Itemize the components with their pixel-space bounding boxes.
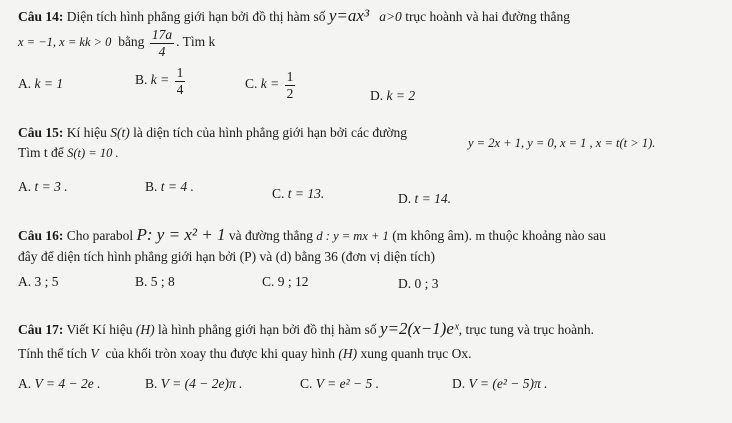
q14-fraction — [150, 28, 174, 58]
q17-option-d-value: V = (e² − 5)π . — [468, 376, 548, 391]
q15-option-c-label: C. — [272, 186, 285, 201]
q17-option-b-value: V = (4 − 2e)π . — [160, 376, 243, 391]
q16-m: m — [475, 229, 486, 243]
q17-text-c2: xung quanh trục Ox. — [360, 346, 472, 361]
q15-option-c[interactable] — [272, 186, 324, 202]
q14-option-c-fraction — [285, 70, 296, 100]
q14-text-a: Diện tích hình phẳng giới hạn bởi đồ thị hàm số — [66, 9, 326, 24]
q15-text-b: là diện tích của hình phẳng giới hạn bởi các đường — [133, 125, 408, 140]
q15-line2 — [18, 145, 119, 161]
q14-option-a-label: A. — [18, 76, 32, 91]
q15-option-b-value: t = 4 . — [160, 179, 194, 194]
q17-v: V — [90, 346, 99, 361]
q14-option-b-den: 4 — [176, 81, 184, 97]
q17-option-a[interactable] — [18, 376, 100, 392]
q17-line1 — [18, 319, 594, 339]
q16-option-d[interactable]: D. 0 ; 3 — [398, 276, 439, 291]
q15-option-d-label: D. — [398, 191, 412, 206]
q17-text-calc: Tính thể tích — [18, 346, 87, 361]
q17-text-a: Viết Kí hiệu — [66, 322, 133, 337]
q17-option-b-label: B. — [145, 376, 158, 391]
q14-option-b-num: 1 — [176, 65, 184, 80]
q14-text-bang: bằng — [118, 34, 145, 50]
q17-line2 — [18, 346, 472, 362]
q15-curves: y = 2x + 1, y = 0, x = 1 , x = t(t > 1). — [468, 136, 656, 150]
q17-text-c: , trục tung và trục hoành. — [458, 322, 595, 337]
q14-option-c-label: C. — [245, 76, 258, 92]
q16-text-a: Cho parabol — [66, 228, 134, 243]
q14-frac-num: 17a — [151, 27, 173, 42]
q15-label: Câu 15: — [18, 125, 64, 140]
q15-option-a[interactable] — [18, 179, 68, 195]
q17-option-d-label: D. — [452, 376, 466, 391]
q16-parabola: P: y = x² + 1 — [136, 225, 226, 244]
q14-option-c-pre: k = — [260, 76, 280, 92]
q15-text-a: Kí hiệu — [66, 125, 107, 140]
q14-option-b[interactable] — [135, 66, 187, 96]
q15-option-a-value: t = 3 . — [34, 179, 68, 194]
q16-line2: đây để diện tích hình phẳng giới hạn bởi (P) và (d) bằng 36 (đơn vị diện tích) — [18, 249, 435, 264]
q17-h2: (H) — [338, 346, 358, 361]
q17-option-c-label: C. — [300, 376, 313, 391]
q16-line1 — [18, 225, 606, 245]
q16-option-a[interactable]: A. 3 ; 5 — [18, 274, 59, 289]
q14-bounds: x = −1, x = kk > 0 — [18, 35, 112, 50]
q14-condition: a>0 — [379, 9, 402, 24]
q15-option-b[interactable] — [145, 179, 194, 195]
q16-text-b: và đường thẳng — [228, 228, 314, 243]
q17-function: y=2(x−1)eˣ — [379, 319, 459, 338]
q17-text-b2: của khối tròn xoay thu được khi quay hình — [105, 346, 336, 361]
q16-label: Câu 16: — [18, 228, 64, 243]
q14-option-c-num: 1 — [286, 69, 294, 84]
q15-option-d[interactable] — [398, 191, 451, 207]
q14-option-c-den: 2 — [286, 85, 294, 101]
q16-text-c: (m không âm). — [392, 228, 473, 243]
q15-option-c-value: t = 13. — [287, 186, 325, 201]
q14-option-d-label: D. — [370, 88, 384, 103]
q14-line1 — [18, 6, 570, 26]
q15-s: S(t) — [110, 125, 130, 140]
q15-text-find: Tìm t để — [18, 145, 64, 160]
q16-option-c[interactable]: C. 9 ; 12 — [262, 274, 309, 289]
q14-option-d[interactable] — [370, 88, 415, 104]
q16-text-d: thuộc khoảng nào sau — [488, 228, 606, 243]
q14-option-a-value: k = 1 — [34, 76, 64, 91]
q17-text-b: là hình phẳng giới hạn bởi đồ thị hàm số — [157, 322, 377, 337]
q14-text-b: trục hoành và hai đường thẳng — [405, 9, 570, 24]
q16-line-d: d : y = mx + 1 — [316, 229, 389, 243]
q14-function: y=ax³ — [328, 6, 370, 25]
q17-option-c-value: V = e² − 5 . — [315, 376, 380, 391]
q17-label: Câu 17: — [18, 322, 64, 337]
q17-h: (H) — [135, 322, 155, 337]
q14-label: Câu 14: — [18, 9, 64, 24]
q14-option-b-label: B. — [135, 72, 148, 88]
q17-option-d[interactable] — [452, 376, 548, 392]
q14-option-b-fraction — [175, 66, 186, 96]
q15-option-b-label: B. — [145, 179, 158, 194]
q14-frac-den: 4 — [158, 43, 166, 59]
q14-option-b-pre: k = — [150, 72, 170, 88]
q17-option-b[interactable] — [145, 376, 242, 392]
q14-option-c[interactable] — [245, 70, 297, 100]
q14-line2 — [18, 28, 215, 58]
q17-option-a-label: A. — [18, 376, 32, 391]
q14-option-a[interactable] — [18, 76, 63, 92]
q17-option-a-value: V = 4 − 2e . — [34, 376, 101, 391]
q15-option-a-label: A. — [18, 179, 32, 194]
q14-option-d-value: k = 2 — [386, 88, 416, 103]
q16-option-b[interactable]: B. 5 ; 8 — [135, 274, 175, 289]
q17-option-c[interactable] — [300, 376, 379, 392]
q15-line1 — [18, 125, 407, 141]
q15-equation: S(t) = 10 . — [67, 146, 119, 160]
q14-text-find: . Tìm k — [176, 34, 216, 50]
q15-option-d-value: t = 14. — [414, 191, 451, 206]
